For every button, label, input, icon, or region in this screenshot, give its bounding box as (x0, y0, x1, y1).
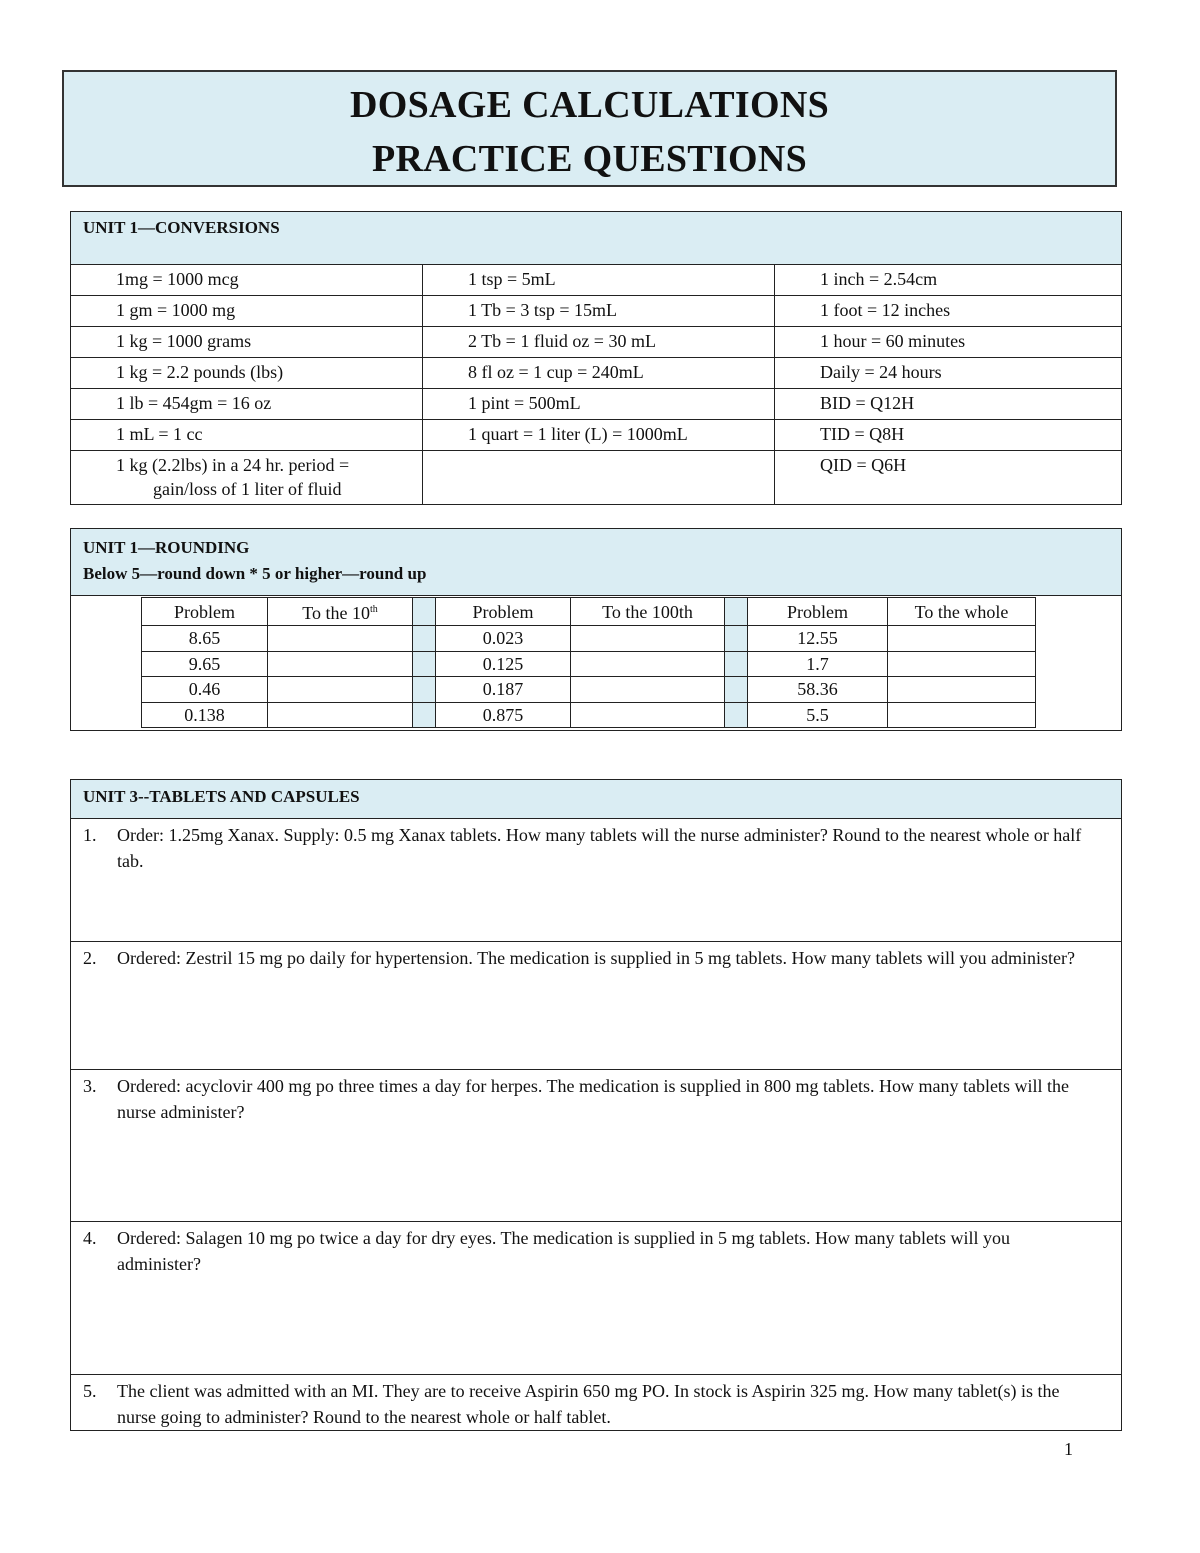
table-row (71, 358, 1122, 389)
problem-value: 0.023 (436, 626, 571, 652)
rounding-table (141, 597, 1036, 728)
conversion-cell: 1 foot = 12 inches (775, 296, 1122, 327)
spacer-cell (725, 651, 748, 677)
answer-blank[interactable] (888, 651, 1036, 677)
problem-value: 58.36 (748, 677, 888, 703)
page-number: 1 (1064, 1439, 1073, 1459)
column-header: Problem (436, 598, 571, 626)
problem-value: 0.138 (142, 702, 268, 728)
answer-blank[interactable] (888, 626, 1036, 652)
conversion-cell: 1 lb = 454gm = 16 oz (71, 389, 423, 420)
spacer-cell (413, 626, 436, 652)
conversions-table (70, 211, 1122, 505)
answer-blank[interactable] (571, 677, 725, 703)
fluid-rule-line-1: 1 kg (2.2lbs) in a 24 hr. period = (116, 455, 350, 475)
table-row (71, 327, 1122, 358)
table-row (142, 702, 1036, 728)
column-header: Problem (142, 598, 268, 626)
conversion-cell: 8 fl oz = 1 cup = 240mL (423, 358, 775, 389)
question-number: 4. (83, 1228, 97, 1248)
conversion-cell: 1 hour = 60 minutes (775, 327, 1122, 358)
question-cell[interactable] (71, 819, 1122, 942)
column-header-text: To the 10 (302, 603, 370, 623)
question-text: Ordered: acyclovir 400 mg po three times a day for herpes. The medication is supplied in 800 mg tablets. How many tablets will the nurse administer? (117, 1076, 1069, 1122)
conversion-cell: TID = Q8H (775, 420, 1122, 451)
question-number: 1. (83, 825, 97, 845)
table-row (71, 265, 1122, 296)
conversion-cell: 1 kg = 2.2 pounds (lbs) (71, 358, 423, 389)
table-row (142, 651, 1036, 677)
rounding-rule: Below 5—round down * 5 or higher—round up (83, 564, 427, 583)
title-line-1: DOSAGE CALCULATIONS (349, 84, 830, 126)
problem-value: 9.65 (142, 651, 268, 677)
rounding-heading: UNIT 1—ROUNDING (83, 538, 250, 557)
conversion-cell: 1 Tb = 3 tsp = 15mL (423, 296, 775, 327)
question-cell[interactable] (71, 1375, 1122, 1431)
column-header (268, 598, 413, 626)
question-number: 5. (83, 1381, 97, 1401)
answer-blank[interactable] (571, 626, 725, 652)
answer-blank[interactable] (268, 677, 413, 703)
question-row (71, 1222, 1122, 1375)
table-row (71, 389, 1122, 420)
column-header: To the 100th (571, 598, 725, 626)
table-row (71, 296, 1122, 327)
conversion-cell: 1 mL = 1 cc (71, 420, 423, 451)
problem-value: 12.55 (748, 626, 888, 652)
question-text: Order: 1.25mg Xanax. Supply: 0.5 mg Xanax tablets. How many tablets will the nurse administer? Round to the nearest whole or half tab. (117, 825, 1082, 871)
conversions-heading: UNIT 1—CONVERSIONS (71, 212, 1122, 265)
problem-value: 1.7 (748, 651, 888, 677)
question-cell[interactable] (71, 942, 1122, 1070)
fluid-rule-line-2: gain/loss of 1 liter of fluid (153, 479, 342, 499)
conversion-cell: BID = Q12H (775, 389, 1122, 420)
conversion-cell: Daily = 24 hours (775, 358, 1122, 389)
problem-value: 0.875 (436, 702, 571, 728)
question-cell[interactable] (71, 1222, 1122, 1375)
answer-blank[interactable] (571, 651, 725, 677)
question-row (71, 942, 1122, 1070)
conversion-cell: 1 tsp = 5mL (423, 265, 775, 296)
answer-blank[interactable] (888, 677, 1036, 703)
conversion-cell: 1 pint = 500mL (423, 389, 775, 420)
unit3-heading: UNIT 3--TABLETS AND CAPSULES (71, 780, 1122, 819)
conversion-cell: 1 inch = 2.54cm (775, 265, 1122, 296)
problem-value: 8.65 (142, 626, 268, 652)
spacer-cell (725, 626, 748, 652)
column-header: Problem (748, 598, 888, 626)
conversion-cell-empty (423, 451, 775, 505)
question-row (71, 819, 1122, 942)
answer-blank[interactable] (888, 702, 1036, 728)
table-row (71, 451, 1122, 505)
column-header-sup: th (369, 604, 378, 615)
table-row (142, 677, 1036, 703)
table-row (71, 420, 1122, 451)
conversion-cell: 2 Tb = 1 fluid oz = 30 mL (423, 327, 775, 358)
question-number: 3. (83, 1076, 97, 1096)
question-cell[interactable] (71, 1070, 1122, 1222)
title-line-2: PRACTICE QUESTIONS (371, 138, 808, 180)
problem-value: 0.125 (436, 651, 571, 677)
conversion-cell: 1 quart = 1 liter (L) = 1000mL (423, 420, 775, 451)
answer-blank[interactable] (268, 651, 413, 677)
conversion-cell: 1 kg = 1000 grams (71, 327, 423, 358)
spacer-cell (413, 598, 436, 626)
spacer-cell (413, 702, 436, 728)
answer-blank[interactable] (571, 702, 725, 728)
question-number: 2. (83, 948, 97, 968)
problem-value: 5.5 (748, 702, 888, 728)
question-text: Ordered: Zestril 15 mg po daily for hypertension. The medication is supplied in 5 mg tablets. How many tablets will you administer? (117, 948, 1075, 968)
conversion-cell: 1mg = 1000 mcg (71, 265, 423, 296)
spacer-cell (725, 598, 748, 626)
column-header: To the whole (888, 598, 1036, 626)
spacer-cell (725, 677, 748, 703)
spacer-cell (413, 677, 436, 703)
tablets-capsules-table (70, 779, 1122, 1431)
conversion-cell (71, 451, 423, 505)
conversion-cell: 1 gm = 1000 mg (71, 296, 423, 327)
answer-blank[interactable] (268, 626, 413, 652)
problem-value: 0.46 (142, 677, 268, 703)
table-row (142, 598, 1036, 626)
spacer-cell (413, 651, 436, 677)
question-text: The client was admitted with an MI. They are to receive Aspirin 650 mg PO. In stock is Aspirin 325 mg. How many tablet(s) is the nurse going to administer? Round to the nearest whole or half tablet. (117, 1381, 1060, 1427)
conversion-cell: QID = Q6H (775, 451, 1122, 505)
question-text: Ordered: Salagen 10 mg po twice a day for dry eyes. The medication is supplied in 5 mg tablets. How many tablets will you administer? (117, 1228, 1010, 1274)
title-banner (62, 70, 1117, 187)
answer-blank[interactable] (268, 702, 413, 728)
spacer-cell (725, 702, 748, 728)
question-row (71, 1070, 1122, 1222)
question-row (71, 1375, 1122, 1431)
table-row (142, 626, 1036, 652)
problem-value: 0.187 (436, 677, 571, 703)
rounding-header (70, 528, 1122, 596)
